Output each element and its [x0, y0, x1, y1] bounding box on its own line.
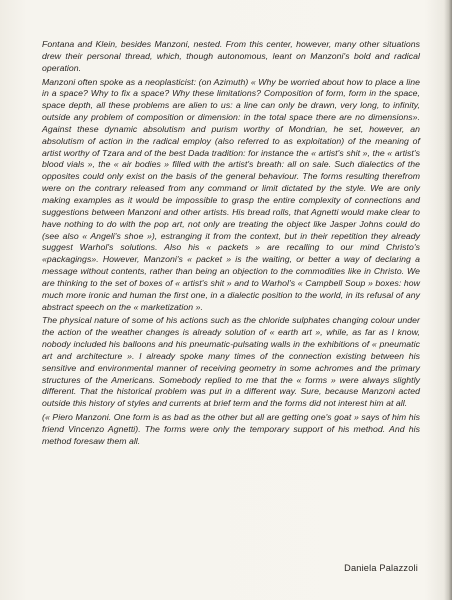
- author-signature: Daniela Palazzoli: [344, 563, 418, 573]
- paragraph-1: Fontana and Klein, besides Manzoni, nested. From this center, however, many other situations drew their personal thread, which, though autonomous, leant on Manzoni's bold and radical operation.: [42, 39, 420, 73]
- paragraph-4: (« Piero Manzoni. One form is as bad as the other but all are getting one's goat » says of him his friend Vincenzo Agnetti). The forms were only the temporary support of his method. And his method foresaw them all.: [42, 412, 420, 446]
- page-edge-shadow: [444, 0, 452, 600]
- article-body: [42, 39, 420, 450]
- paragraph-2: Manzoni often spoke as a neoplasticist: (on Azimuth) « Why be worried about how to place a line in a space? Why to fix a space? Why these limitations? Composition of form, form in the space, space depth, all these problems are alien to us: a line can only be drawn, very long, to infinity, outside any problem of composition or dimension: in the total space there are no dimensions». Against these dynamic absolutism and purism worthy of Mondrian, he set, however, an absolutism of action in the radical employ (also referred to as exploitation) of the meaning of artist worthy of Tzara and of the best Dada tradition: for instance the « artist's shit », the « artist's blood vials », the « air bodies » filled with the artist's breath: all on sale. Such dialectics of the opposites could only exist on the basis of the general behaviour. The forms resulting therefrom were on the contrary released from any command or limit dictated by the style. We are only making examples as it would be impossible to grasp the entire complexity of connections and suggestions between Manzoni and other artists. His bread rolls, that Agnetti would make clear to have nothing to do with the pop art, not only are treating the object like Jasper Johns could do (see also « Angeli's shoe »), estranging it from the context, but in their repetition they already suggest Warhol's solutions. Also his « packets » are recalling to our mind Christo's «packagings». However, Manzoni's « packet » is the waiting, or better a way of declaring a message without contents, rather than being an objection to the commodities like in Christo. We are thinking to the set of boxes of « artist's shit » and to Warhol's « Campbell Soup » boxes: how much more ironic and human the first one, in a dialectic position to the world, in its refusal of any abstract speech on the « marketization ».: [42, 76, 420, 312]
- paragraph-3: The physical nature of some of his actions such as the chloride sulphates changing colour under the action of the weather changes is already solution of « earth art », while, as far as I know, nobody included his balloons and his pneumatic-pulsating walls in the exhibitions of « pneumatic art and architecture ». I already spoke many times of the connection existing between his sensitive and environmental manner of receiving geometry in some achromes and the primary structures of the Americans. Somebody replied to me that the « forms » were always slightly different. That the historical problem was put in a different way. Sure, because Manzoni acted outside this history of styles and currents at brief term and the forms did not interest him at all.: [42, 315, 420, 409]
